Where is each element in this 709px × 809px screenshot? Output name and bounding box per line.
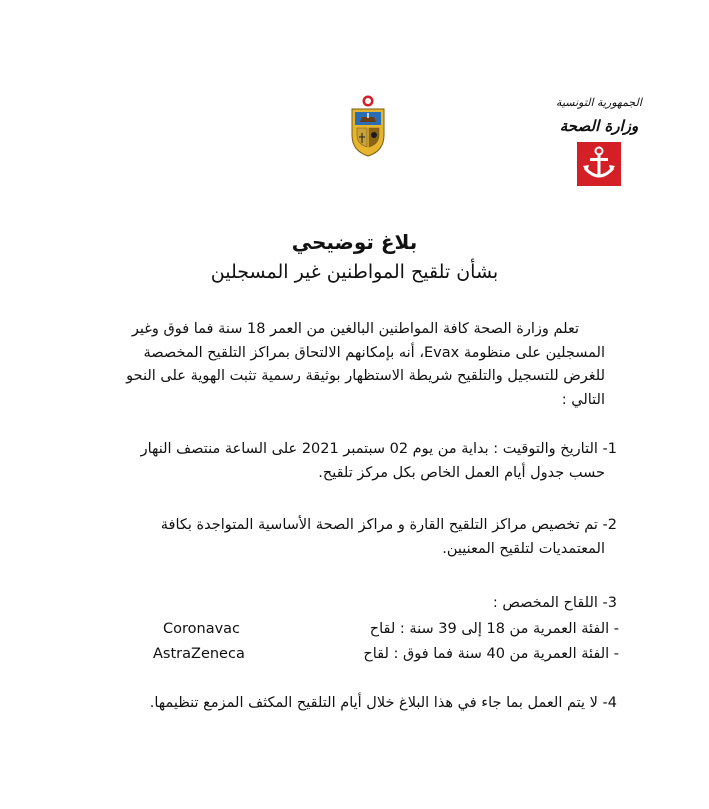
intro-line: التالي : bbox=[561, 391, 605, 408]
ministry-logo-icon bbox=[577, 142, 621, 186]
age-group-label: - الفئة العمرية من 18 إلى 39 سنة : لقاح bbox=[369, 621, 619, 637]
item-line: 4- لا يتم العمل بما جاء في هذا البلاغ خلال أيام التلقيح المكثف المزمع تنظيمها. bbox=[149, 695, 617, 711]
item-line: المعتمديات لتلقيح المعنيين. bbox=[442, 540, 605, 557]
item-date-time bbox=[45, 438, 617, 485]
item-line: 3- اللقاح المخصص : bbox=[492, 595, 617, 611]
document-title: بلاغ توضيحي bbox=[291, 230, 418, 254]
item-line: 1- التاريخ والتوقيت : بداية من يوم 02 سبتمبر 2021 على الساعة منتصف النهار bbox=[140, 441, 617, 457]
intro-line: للغرض للتسجيل والتلقيح شريطة الاستظهار بوثيقة رسمية تثبت الهوية على النحو bbox=[126, 368, 605, 384]
ministry-label: وزارة الصحة bbox=[559, 117, 639, 135]
item-vaccine-heading bbox=[45, 592, 617, 616]
intro-line: المسجلين على منظومة Evax، أنه بإمكانهم الالتحاق بمراكز التلقيح المخصصة bbox=[143, 344, 605, 361]
item-line: 2- تم تخصيص مراكز التلقيح القارة و مراكز الصحة الأساسية المتواجدة بكافة bbox=[160, 517, 617, 533]
item-line: حسب جدول أيام العمل الخاص بكل مركز تلقيح. bbox=[318, 464, 605, 481]
vaccine-name: AstraZeneca bbox=[153, 646, 245, 662]
item-centers bbox=[45, 514, 617, 561]
intro-paragraph bbox=[50, 318, 605, 412]
republic-label: الجمهورية التونسية bbox=[556, 96, 642, 109]
intro-line: تعلم وزارة الصحة كافة المواطنين البالغين من العمر 18 سنة فما فوق وغير bbox=[131, 321, 579, 337]
vaccine-name: Coronavac bbox=[163, 621, 241, 637]
ministry-header bbox=[529, 96, 669, 186]
coat-of-arms-icon bbox=[348, 95, 388, 157]
age-group-label: - الفئة العمرية من 40 سنة فما فوق : لقاح bbox=[363, 646, 619, 662]
item-exception bbox=[45, 692, 617, 716]
document-subtitle: بشأن تلقيح المواطنين غير المسجلين bbox=[210, 261, 499, 283]
